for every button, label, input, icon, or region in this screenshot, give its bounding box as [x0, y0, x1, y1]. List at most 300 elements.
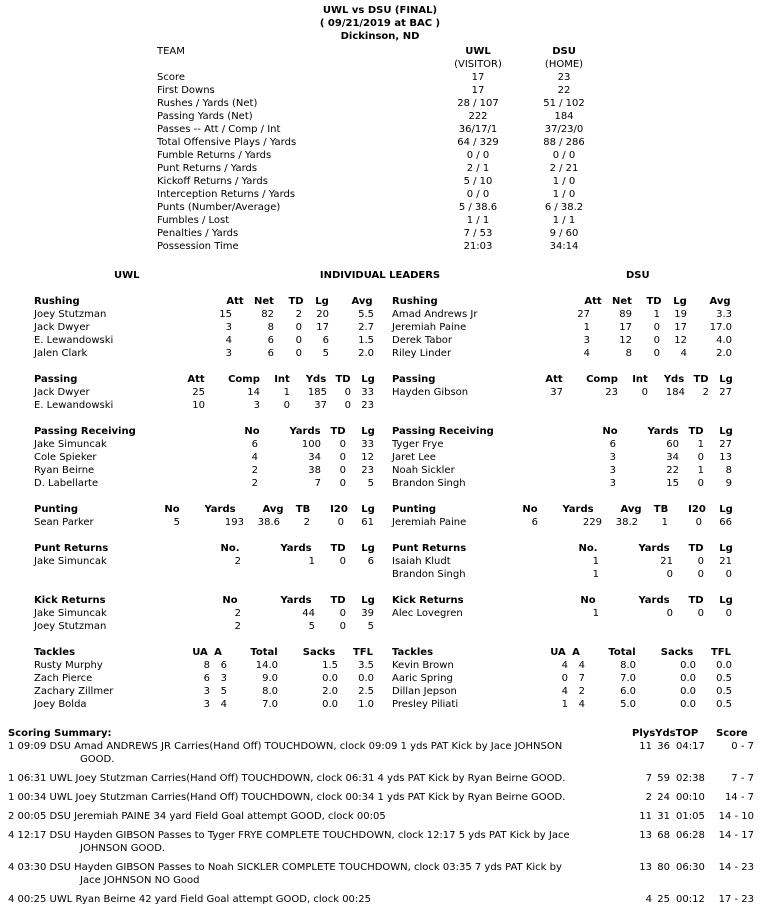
stat-value: 12 — [619, 335, 632, 346]
stat-value: 60 — [666, 439, 679, 450]
play-description: 1 00:34 UWL Joey Stutzman Carries(Hand Off) TOUCHDOWN, clock 00:34 1 yds PAT Kick by Ryan Beirne GOOD. — [8, 792, 566, 803]
player-name: Zach Pierce — [34, 673, 93, 684]
player-name: E. Lewandowski — [34, 335, 114, 346]
section-title-left: Punt Returns — [34, 543, 109, 554]
column-header: Yards — [647, 426, 679, 437]
player-name: Joey Stutzman — [34, 621, 107, 632]
team-stat-label: Fumble Returns / Yards — [157, 150, 272, 161]
team-stat-label: Rushes / Yards (Net) — [157, 98, 258, 109]
stat-value: 0 — [339, 465, 346, 476]
stat-value: 37 — [550, 387, 563, 398]
column-header: TB — [653, 504, 669, 515]
section-title-left: Kick Returns — [34, 595, 106, 606]
player-name: Amad Andrews Jr — [392, 309, 478, 320]
stat-value: 13 — [719, 452, 732, 463]
stat-value: 0 — [339, 452, 346, 463]
column-header: No — [522, 504, 538, 515]
column-header: Lg — [361, 426, 375, 437]
stat-value: 4 — [251, 452, 258, 463]
player-name: Noah Sickler — [392, 465, 455, 476]
column-header: No — [164, 504, 180, 515]
stat-value: 21 — [660, 556, 673, 567]
stat-value: 3 — [203, 699, 210, 710]
stat-value: 0 — [653, 322, 660, 333]
column-header: Total — [608, 647, 636, 658]
column-header: Avg — [709, 296, 731, 307]
stat-value: 0 — [344, 387, 351, 398]
team-stat-label: Punts (Number/Average) — [157, 202, 281, 213]
stat-value: 5 — [367, 621, 374, 632]
play-description: GOOD. — [80, 754, 115, 765]
stat-value: 8 — [267, 322, 274, 333]
column-header: Yds — [305, 374, 327, 385]
column-header: Yards — [280, 595, 312, 606]
column-header: A — [572, 647, 580, 658]
player-name: Jake Simuncak — [34, 556, 107, 567]
stat-value: 39 — [361, 608, 374, 619]
play-description: 4 12:17 DSU Hayden GIBSON Passes to Tyger FRYE COMPLETE TOUCHDOWN, clock 12:17 5 yds PAT Kick by Jace — [8, 830, 570, 841]
stat-value: 0.0 — [680, 660, 696, 671]
play-top: 06:28 — [676, 830, 705, 841]
stat-value: 8.0 — [620, 660, 636, 671]
team-stat-visitor: 28 / 107 — [457, 98, 499, 109]
team-stat-visitor: 222 — [468, 111, 488, 122]
section-title-right: Punt Returns — [392, 543, 467, 554]
stat-value: 38.6 — [257, 517, 280, 528]
player-name: Jack Dwyer — [34, 322, 90, 333]
team-stat-home: 23 — [557, 72, 571, 83]
player-name: Presley Piliati — [392, 699, 459, 710]
stat-value: 2 — [251, 465, 258, 476]
column-header: Yards — [638, 595, 670, 606]
play-top: 00:12 — [676, 894, 705, 905]
play-score: 17 - 23 — [718, 894, 754, 905]
stat-value: 5 — [367, 478, 374, 489]
stat-value: 15 — [666, 478, 679, 489]
column-header: I20 — [688, 504, 706, 515]
stat-value: 1 — [583, 322, 590, 333]
column-header: Lg — [719, 543, 733, 554]
stat-value: 185 — [307, 387, 327, 398]
play-plys: 13 — [639, 830, 652, 841]
team-stat-home: 0 / 0 — [552, 150, 576, 161]
column-header: Lg — [315, 296, 329, 307]
play-plys: 2 — [645, 792, 652, 803]
play-plys: 13 — [639, 862, 652, 873]
stat-value: 0 — [344, 400, 351, 411]
column-header: TD — [646, 296, 662, 307]
stat-value: 3 — [225, 322, 232, 333]
stat-value: 0 — [337, 517, 344, 528]
column-header: Att — [584, 296, 602, 307]
stat-value: 23 — [605, 387, 618, 398]
column-header: Net — [254, 296, 274, 307]
stat-value: 2 — [303, 517, 310, 528]
stat-value: 0 — [725, 608, 732, 619]
stat-value: 6 — [609, 439, 616, 450]
play-plys: 7 — [645, 773, 652, 784]
stat-value: 14.0 — [255, 660, 278, 671]
stat-value: 7.0 — [620, 673, 636, 684]
stat-value: 27 — [577, 309, 590, 320]
column-header: Yds — [663, 374, 685, 385]
home-name: DSU — [552, 46, 576, 57]
section-title-left: Tackles — [34, 647, 76, 658]
team-label: TEAM — [157, 46, 185, 57]
leaders-right-team: DSU — [626, 270, 650, 281]
stat-value: 8 — [725, 465, 732, 476]
play-yds: 24 — [657, 792, 670, 803]
play-description: 4 03:30 DSU Hayden GIBSON Passes to Noah SICKLER COMPLETE TOUCHDOWN, clock 03:35 7 yds PAT Kick by — [8, 862, 562, 873]
player-name: Sean Parker — [34, 517, 94, 528]
stat-value: 3 — [609, 478, 616, 489]
stat-value: 0 — [339, 621, 346, 632]
section-title-right: Rushing — [392, 296, 438, 307]
column-header: A — [214, 647, 222, 658]
player-name: Brandon Singh — [392, 569, 466, 580]
stat-value: 23 — [361, 465, 374, 476]
column-header: Lg — [361, 543, 375, 554]
scoring-score-header: Score — [716, 728, 748, 739]
stat-value: 37 — [314, 400, 327, 411]
team-stat-label: Possession Time — [157, 241, 239, 252]
stat-value: 100 — [301, 439, 321, 450]
play-top: 06:30 — [676, 862, 705, 873]
column-header: TFL — [710, 647, 732, 658]
game-date: ( 09/21/2019 at BAC ) — [319, 18, 441, 29]
stat-value: 15 — [219, 309, 232, 320]
player-name: Derek Tabor — [392, 335, 453, 346]
column-header: Lg — [719, 374, 733, 385]
team-stat-home: 88 / 286 — [543, 137, 585, 148]
stat-value: 2 — [234, 621, 241, 632]
column-header: Avg — [262, 504, 284, 515]
stat-value: 4 — [578, 699, 585, 710]
stat-value: 2 — [578, 686, 585, 697]
section-title-right: Passing — [392, 374, 436, 385]
stat-value: 3 — [609, 465, 616, 476]
stat-value: 21 — [719, 556, 732, 567]
column-header: TD — [288, 296, 304, 307]
stat-value: 3 — [225, 348, 232, 359]
player-name: Rusty Murphy — [34, 660, 103, 671]
column-header: Comp — [228, 374, 260, 385]
team-stat-visitor: 64 / 329 — [457, 137, 499, 148]
play-score: 14 - 17 — [718, 830, 754, 841]
stat-value: 0 — [283, 400, 290, 411]
stat-value: 17 — [316, 322, 329, 333]
column-header: Yards — [280, 543, 312, 554]
stat-value: 33 — [361, 439, 374, 450]
team-stat-home: 51 / 102 — [543, 98, 585, 109]
stat-value: 0 — [725, 569, 732, 580]
column-header: TD — [330, 595, 346, 606]
stat-value: 12 — [361, 452, 374, 463]
team-stat-visitor: 1 / 1 — [466, 215, 490, 226]
play-score: 0 - 7 — [731, 741, 754, 752]
section-title-left: Punting — [34, 504, 79, 515]
player-name: Riley Linder — [392, 348, 452, 359]
column-header: Sacks — [302, 647, 336, 658]
stat-value: 20 — [316, 309, 329, 320]
stat-value: 6 — [367, 556, 374, 567]
player-name: Jeremiah Paine — [392, 517, 467, 528]
game-title: UWL vs DSU (FINAL) — [322, 5, 438, 16]
stat-value: 0.0 — [716, 660, 732, 671]
stat-value: 4 — [578, 660, 585, 671]
stat-value: 27 — [719, 439, 732, 450]
stat-value: 1 — [592, 569, 599, 580]
stat-value: 6 — [267, 335, 274, 346]
stat-value: 27 — [719, 387, 732, 398]
stat-value: 8.0 — [262, 686, 278, 697]
home-role: (HOME) — [544, 59, 584, 70]
stat-value: 2 — [234, 556, 241, 567]
stat-value: 0 — [697, 608, 704, 619]
play-description: JOHNSON GOOD. — [80, 843, 166, 854]
stat-value: 7 — [578, 673, 585, 684]
player-name: Jake Simuncak — [34, 608, 107, 619]
stat-value: 89 — [619, 309, 632, 320]
stat-value: 0 — [295, 335, 302, 346]
stat-value: 6 — [220, 660, 227, 671]
play-score: 14 - 10 — [718, 811, 754, 822]
team-stat-label: Passing Yards (Net) — [157, 111, 253, 122]
player-name: D. Labellarte — [34, 478, 99, 489]
player-name: Joey Stutzman — [34, 309, 107, 320]
column-header: UA — [192, 647, 208, 658]
column-header: Att — [545, 374, 563, 385]
stat-value: 0 — [641, 387, 648, 398]
play-top: 01:05 — [676, 811, 705, 822]
play-yds: 80 — [657, 862, 670, 873]
section-title-left: Rushing — [34, 296, 80, 307]
team-stat-visitor: 2 / 1 — [466, 163, 490, 174]
stat-value: 33 — [361, 387, 374, 398]
team-stat-visitor: 21:03 — [463, 241, 493, 252]
stat-value: 0.0 — [358, 673, 374, 684]
player-name: Jaret Lee — [392, 452, 436, 463]
column-header: No — [244, 426, 260, 437]
team-stat-home: 22 — [557, 85, 571, 96]
stat-value: 17 — [674, 322, 687, 333]
stat-value: 2.0 — [358, 348, 374, 359]
player-name: Isaiah Kludt — [392, 556, 451, 567]
stat-value: 6 — [251, 439, 258, 450]
column-header: UA — [550, 647, 566, 658]
stat-value: 7.0 — [262, 699, 278, 710]
stat-value: 4 — [561, 686, 568, 697]
stat-value: 34 — [666, 452, 679, 463]
column-header: Int — [632, 374, 648, 385]
stat-value: 9 — [725, 478, 732, 489]
stat-value: 14 — [247, 387, 260, 398]
stat-value: 4.0 — [716, 335, 732, 346]
leaders-title: INDIVIDUAL LEADERS — [319, 270, 441, 281]
stat-value: 4 — [583, 348, 590, 359]
column-header: TD — [688, 426, 704, 437]
player-name: Kevin Brown — [392, 660, 454, 671]
stat-value: 5.0 — [620, 699, 636, 710]
player-name: Jeremiah Paine — [392, 322, 467, 333]
player-name: Jack Dwyer — [34, 387, 90, 398]
team-stat-label: Punt Returns / Yards — [157, 163, 258, 174]
stat-value: 0 — [697, 556, 704, 567]
stat-value: 7 — [314, 478, 321, 489]
column-header: Comp — [586, 374, 618, 385]
team-stat-home: 1 / 0 — [552, 189, 576, 200]
player-name: Joey Bolda — [34, 699, 87, 710]
team-stat-visitor: 0 / 0 — [466, 150, 490, 161]
stat-value: 5 — [308, 621, 315, 632]
stat-value: 23 — [361, 400, 374, 411]
section-title-left: Passing — [34, 374, 78, 385]
scoring-col-headers: PlysYdsTOP — [632, 728, 699, 739]
column-header: Net — [612, 296, 632, 307]
stat-value: 0.5 — [716, 686, 732, 697]
player-name: Brandon Singh — [392, 478, 466, 489]
team-stat-visitor: 5 / 10 — [463, 176, 493, 187]
stat-value: 0 — [666, 569, 673, 580]
play-yds: 59 — [657, 773, 670, 784]
column-header: TD — [330, 426, 346, 437]
stat-value: 0 — [697, 478, 704, 489]
stat-value: 3.5 — [358, 660, 374, 671]
visitor-role: (VISITOR) — [454, 59, 502, 70]
team-stat-home: 6 / 38.2 — [544, 202, 584, 213]
stat-value: 0 — [339, 608, 346, 619]
play-description: 2 00:05 DSU Jeremiah PAINE 34 yard Field Goal attempt GOOD, clock 00:05 — [8, 811, 386, 822]
stat-value: 3 — [583, 335, 590, 346]
team-stat-label: Passes -- Att / Comp / Int — [157, 124, 281, 135]
column-header: Yards — [562, 504, 594, 515]
stat-value: 8 — [625, 348, 632, 359]
stat-value: 61 — [361, 517, 374, 528]
stat-value: 22 — [666, 465, 679, 476]
column-header: Lg — [361, 595, 375, 606]
player-name: Alec Lovegren — [392, 608, 463, 619]
leaders-left-team: UWL — [114, 270, 140, 281]
stat-value: 0 — [339, 439, 346, 450]
stat-value: 0 — [295, 322, 302, 333]
stat-value: 0 — [561, 673, 568, 684]
play-score: 14 - 7 — [724, 792, 754, 803]
stat-value: 0 — [339, 556, 346, 567]
column-header: Avg — [351, 296, 373, 307]
stat-value: 5 — [173, 517, 180, 528]
player-name: Ryan Beirne — [34, 465, 95, 476]
player-name: Jake Simuncak — [34, 439, 107, 450]
column-header: Att — [226, 296, 244, 307]
play-top: 02:38 — [676, 773, 705, 784]
stat-value: 0.0 — [680, 673, 696, 684]
team-stat-home: 1 / 0 — [552, 176, 576, 187]
column-header: TD — [330, 543, 346, 554]
stat-value: 3 — [220, 673, 227, 684]
section-title-right: Punting — [392, 504, 437, 515]
player-name: E. Lewandowski — [34, 400, 114, 411]
stat-value: 1 — [308, 556, 315, 567]
column-header: No. — [220, 543, 240, 554]
stat-value: 19 — [674, 309, 687, 320]
stat-value: 17 — [619, 322, 632, 333]
column-header: TD — [335, 374, 351, 385]
stat-value: 0.0 — [322, 699, 338, 710]
team-stat-home: 184 — [554, 111, 574, 122]
team-stat-home: 1 / 1 — [552, 215, 576, 226]
team-stat-label: Kickoff Returns / Yards — [157, 176, 268, 187]
stat-value: 0 — [653, 348, 660, 359]
stat-value: 82 — [261, 309, 274, 320]
stat-value: 2 — [702, 387, 709, 398]
stat-value: 2.0 — [716, 348, 732, 359]
stat-value: 0 — [666, 608, 673, 619]
play-score: 14 - 23 — [718, 862, 754, 873]
column-header: Yards — [638, 543, 670, 554]
column-header: Sacks — [660, 647, 694, 658]
team-stat-visitor: 0 / 0 — [466, 189, 490, 200]
stat-value: 17.0 — [709, 322, 732, 333]
play-top: 04:17 — [676, 741, 705, 752]
stat-value: 1 — [697, 465, 704, 476]
play-score: 7 - 7 — [731, 773, 754, 784]
team-stat-home: 9 / 60 — [549, 228, 579, 239]
column-header: Lg — [719, 426, 733, 437]
stat-value: 0 — [295, 348, 302, 359]
stat-value: 2.5 — [358, 686, 374, 697]
stat-value: 6 — [203, 673, 210, 684]
column-header: TB — [295, 504, 311, 515]
column-header: Lg — [673, 296, 687, 307]
stat-value: 1.5 — [358, 335, 374, 346]
play-plys: 4 — [645, 894, 652, 905]
play-description: Jace JOHNSON NO Good — [80, 875, 200, 886]
stat-value: 193 — [224, 517, 244, 528]
column-header: Lg — [361, 504, 375, 515]
stat-value: 229 — [582, 517, 602, 528]
column-header: TD — [688, 543, 704, 554]
stat-value: 66 — [719, 517, 732, 528]
stat-value: 3 — [609, 452, 616, 463]
stat-value: 0.0 — [680, 686, 696, 697]
stat-value: 0 — [697, 569, 704, 580]
section-title-right: Kick Returns — [392, 595, 464, 606]
team-stat-label: Total Offensive Plays / Yards — [157, 137, 297, 148]
stat-value: 1 — [592, 608, 599, 619]
stat-value: 6 — [322, 335, 329, 346]
stat-value: 1 — [653, 309, 660, 320]
player-name: Jalen Clark — [34, 348, 88, 359]
stat-value: 0.0 — [322, 673, 338, 684]
stat-value: 3 — [203, 686, 210, 697]
stat-value: 38 — [308, 465, 321, 476]
column-header: Total — [250, 647, 278, 658]
column-header: Lg — [719, 595, 733, 606]
stat-value: 1 — [661, 517, 668, 528]
player-name: Zachary Zillmer — [34, 686, 114, 697]
column-header: No — [222, 595, 238, 606]
stat-value: 4 — [561, 660, 568, 671]
team-stat-home: 2 / 21 — [549, 163, 579, 174]
stat-value: 38.2 — [615, 517, 638, 528]
play-yds: 68 — [657, 830, 670, 841]
stat-value: 4 — [225, 335, 232, 346]
stat-value: 3.3 — [716, 309, 732, 320]
stat-value: 1 — [283, 387, 290, 398]
stat-value: 5 — [220, 686, 227, 697]
column-header: Yards — [289, 426, 321, 437]
column-header: No. — [578, 543, 598, 554]
